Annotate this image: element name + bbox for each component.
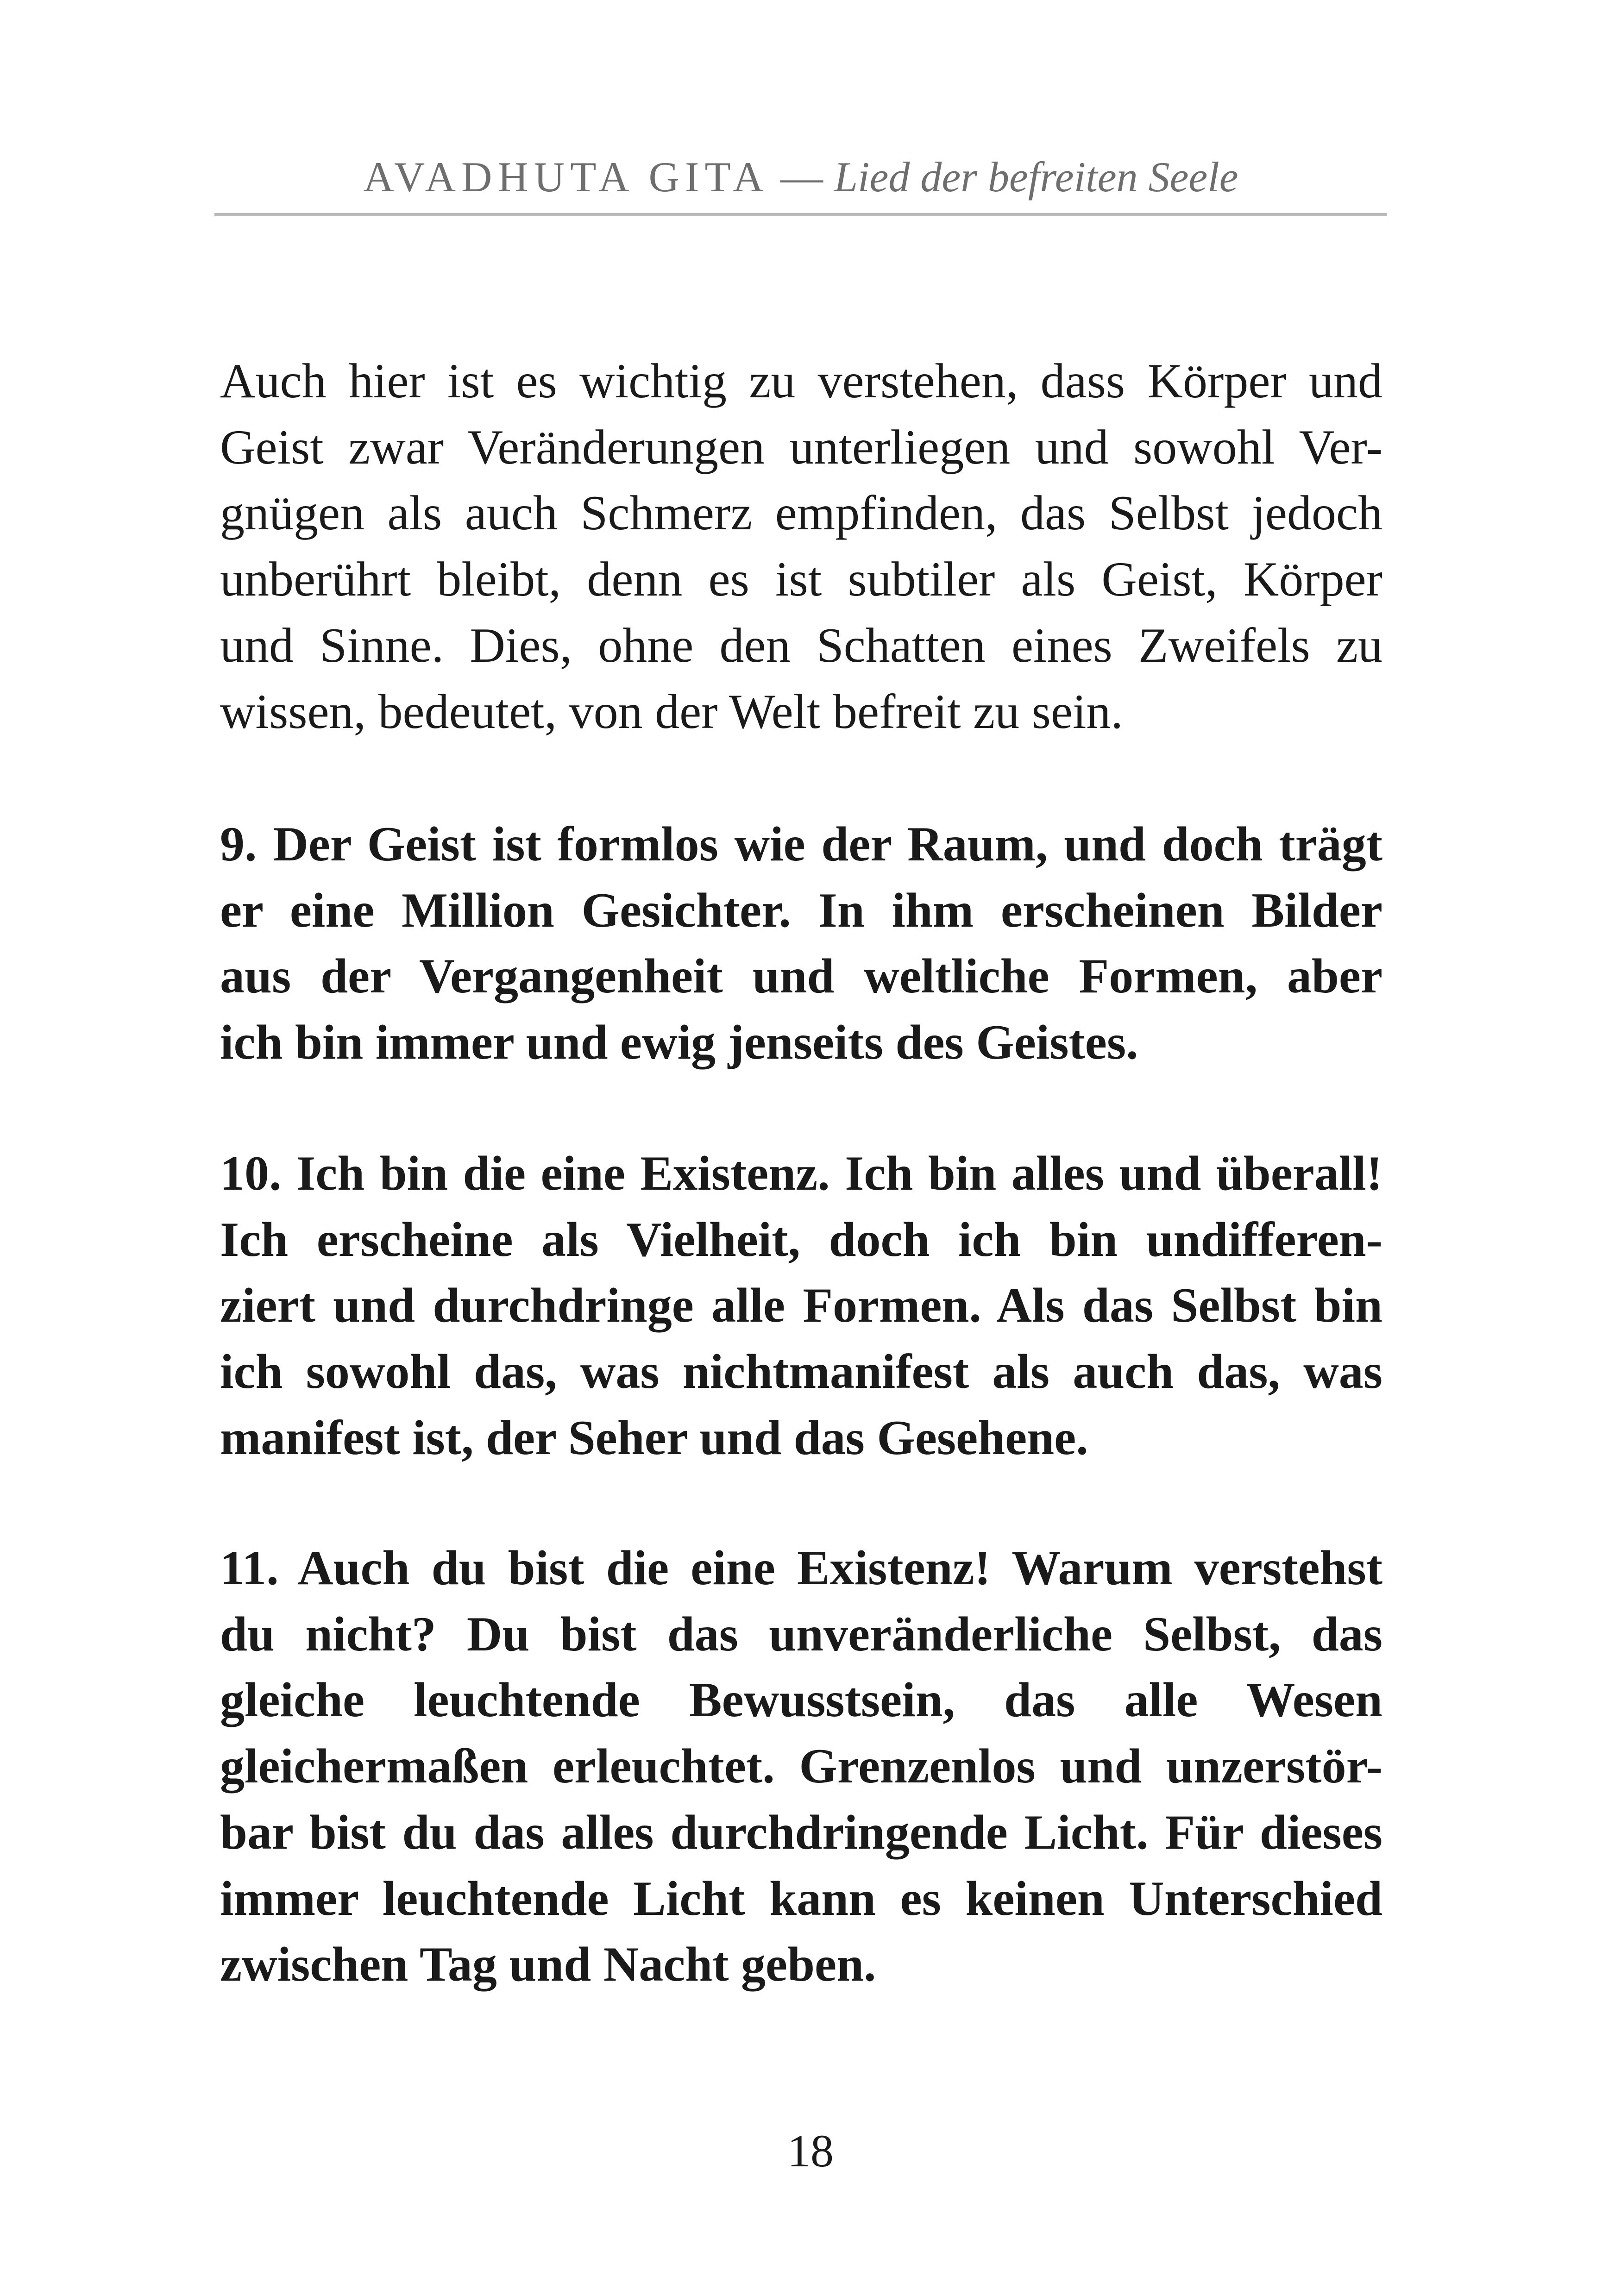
page-number: 18 [787, 2125, 834, 2177]
text-line: 9. Der Geist ist formlos wie der Raum, und doch trägt [220, 817, 1382, 871]
text-line: er eine Million Gesichter. In ihm erscheinen Bilder [220, 883, 1382, 937]
running-head [214, 149, 1387, 205]
text-line: Ich erscheine als Vielheit, doch ich bin undifferen- [220, 1212, 1382, 1267]
text-line: aus der Vergangenheit und weltliche Formen, aber [220, 949, 1382, 1004]
title-separator: — [780, 153, 823, 201]
verse-10 [220, 1141, 1382, 1471]
text-line: Auch hier ist es wichtig zu verstehen, dass Körper und [220, 354, 1382, 408]
verse-9 [220, 811, 1382, 1076]
text-line: ich sowohl das, was nichtmanifest als auch das, was [220, 1344, 1382, 1399]
text-line: unberührt bleibt, denn es ist subtiler als Geist, Körper [220, 552, 1382, 607]
text-line: bar bist du das alles durchdringende Licht. Für dieses [220, 1805, 1382, 1859]
text-line: ziert und durchdringe alle Formen. Als das Selbst bin [220, 1278, 1382, 1333]
text-line: immer leuchtende Licht kann es keinen Unterschied [220, 1871, 1382, 1926]
text-line: wissen, bedeutet, von der Welt befreit zu sein. [220, 684, 1123, 739]
text-line: du nicht? Du bist das unveränderliche Selbst, das [220, 1606, 1382, 1661]
paragraph-commentary [220, 348, 1382, 745]
text-line: zwischen Tag und Nacht geben. [220, 1937, 876, 1992]
text-line: 10. Ich bin die eine Existenz. Ich bin alles und überall! [220, 1146, 1382, 1200]
book-subtitle: Lied der befreiten Seele [834, 153, 1238, 201]
text-line: manifest ist, der Seher und das Gesehene. [220, 1410, 1088, 1465]
text-line: Geist zwar Veränderungen unterliegen und sowohl Ver- [220, 420, 1382, 474]
text-line: und Sinne. Dies, ohne den Schatten eines Zweifels zu [220, 618, 1382, 672]
book-title: AVADHUTA GITA [363, 153, 769, 201]
header-rule [214, 213, 1387, 216]
verse-11 [220, 1535, 1382, 1998]
text-line: gleichermaßen erleuchtet. Grenzenlos und unzerstör- [220, 1739, 1382, 1794]
text-line: gleiche leuchtende Bewusstsein, das alle Wesen [220, 1673, 1382, 1727]
text-line: gnügen als auch Schmerz empfinden, das Selbst jedoch [220, 486, 1382, 540]
text-line: 11. Auch du bist die eine Existenz! Warum verstehst [220, 1541, 1382, 1595]
text-line: ich bin immer und ewig jenseits des Geistes. [220, 1015, 1138, 1070]
